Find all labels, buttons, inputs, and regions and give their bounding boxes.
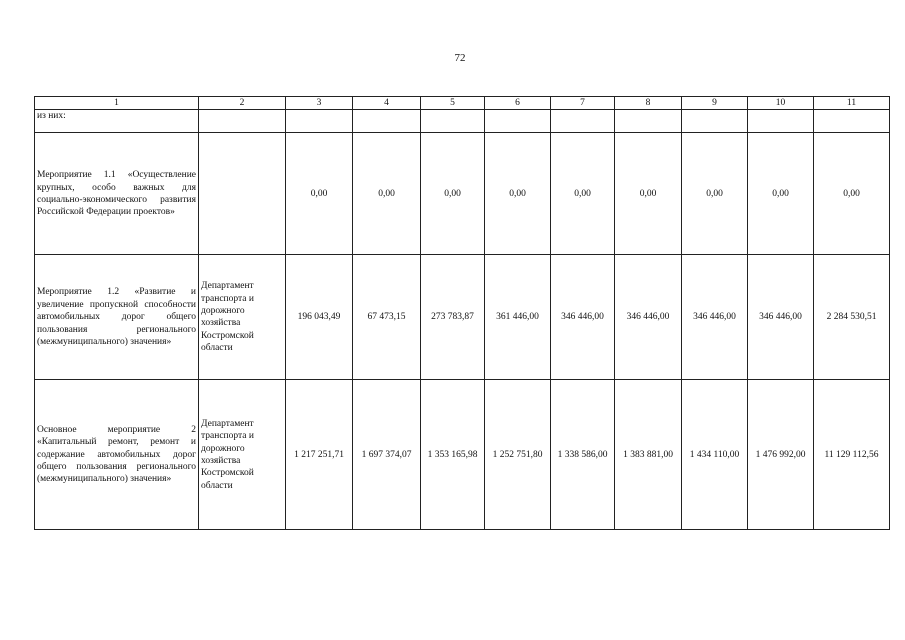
measure-description: Основное мероприятие 2 «Капитальный ремонт, ремонт и содержание автомобильных дорог общего пользования регионального (межмуниципального) значения» [35, 380, 199, 530]
value-cell: 1 434 110,00 [682, 380, 748, 530]
value-cell: 67 473,15 [353, 255, 421, 380]
value-cell: 346 446,00 [748, 255, 814, 380]
measure-description: Мероприятие 1.2 «Развитие и увеличение пропускной способности автомобильных дорог общего пользования регионального (межмуниципального) значения» [35, 255, 199, 380]
column-number: 8 [615, 97, 682, 110]
empty-cell [421, 110, 485, 133]
table-row [35, 133, 890, 255]
empty-cell [353, 110, 421, 133]
value-cell: 1 383 881,00 [615, 380, 682, 530]
value-cell: 361 446,00 [485, 255, 551, 380]
column-number: 2 [199, 97, 286, 110]
empty-cell [682, 110, 748, 133]
value-cell: 0,00 [682, 133, 748, 255]
empty-cell [485, 110, 551, 133]
table-row [35, 255, 890, 380]
table-row [35, 380, 890, 530]
empty-cell [551, 110, 615, 133]
column-number: 7 [551, 97, 615, 110]
column-number: 4 [353, 97, 421, 110]
empty-cell [748, 110, 814, 133]
value-cell: 1 353 165,98 [421, 380, 485, 530]
value-cell: 346 446,00 [551, 255, 615, 380]
value-cell: 1 217 251,71 [286, 380, 353, 530]
empty-cell [814, 110, 890, 133]
column-number: 1 [35, 97, 199, 110]
measure-description: Мероприятие 1.1 «Осуществление крупных, особо важных для социально-экономического развития Российской Федерации проектов» [35, 133, 199, 255]
value-cell: 346 446,00 [682, 255, 748, 380]
empty-cell [615, 110, 682, 133]
value-cell: 273 783,87 [421, 255, 485, 380]
column-number: 6 [485, 97, 551, 110]
column-number-row [35, 97, 890, 110]
column-number: 5 [421, 97, 485, 110]
value-cell: 0,00 [551, 133, 615, 255]
page-number: 72 [454, 52, 466, 64]
value-cell: 0,00 [615, 133, 682, 255]
column-number: 10 [748, 97, 814, 110]
column-number: 9 [682, 97, 748, 110]
responsible-executor: Департамент транспорта и дорожного хозяйства Костромской области [199, 255, 286, 380]
empty-cell [286, 110, 353, 133]
budget-table [34, 96, 890, 530]
value-cell: 0,00 [286, 133, 353, 255]
subheader-row [35, 110, 890, 133]
value-cell: 0,00 [421, 133, 485, 255]
column-number: 3 [286, 97, 353, 110]
value-cell: 1 476 992,00 [748, 380, 814, 530]
value-cell: 0,00 [748, 133, 814, 255]
total-cell: 0,00 [814, 133, 890, 255]
responsible-executor [199, 133, 286, 255]
value-cell: 1 252 751,80 [485, 380, 551, 530]
value-cell: 0,00 [353, 133, 421, 255]
value-cell: 346 446,00 [615, 255, 682, 380]
value-cell: 196 043,49 [286, 255, 353, 380]
value-cell: 1 697 374,07 [353, 380, 421, 530]
value-cell: 0,00 [485, 133, 551, 255]
table-body [35, 97, 890, 530]
responsible-executor: Департамент транспорта и дорожного хозяйства Костромской области [199, 380, 286, 530]
total-cell: 2 284 530,51 [814, 255, 890, 380]
empty-cell [199, 110, 286, 133]
subheader-label: из них: [35, 110, 199, 133]
column-number: 11 [814, 97, 890, 110]
total-cell: 11 129 112,56 [814, 380, 890, 530]
value-cell: 1 338 586,00 [551, 380, 615, 530]
